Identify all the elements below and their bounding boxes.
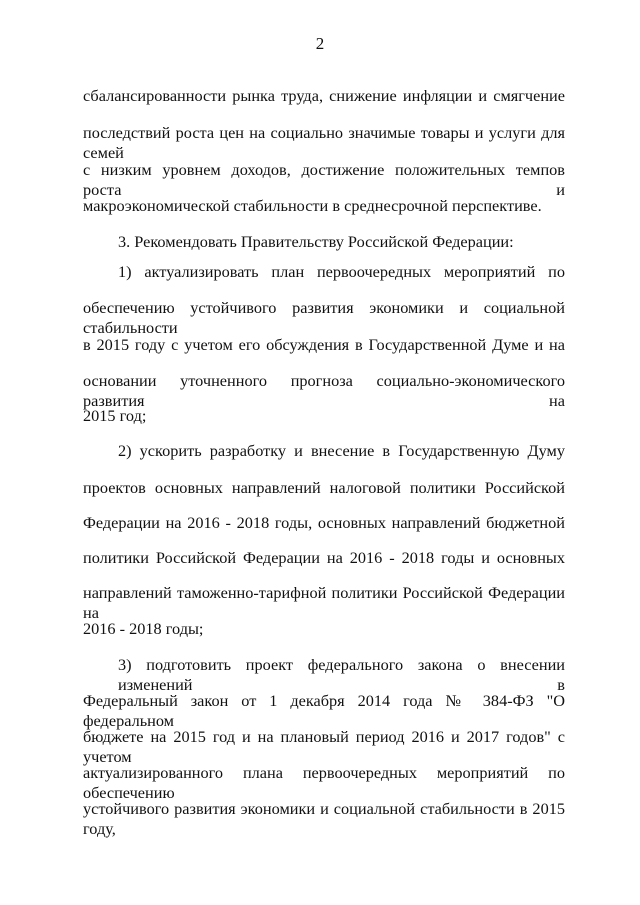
text-line: 2015 год; [83, 406, 147, 425]
text-line: 3) подготовить проект федерального закона о внесении изменений в [118, 655, 565, 694]
text-line: макроэкономической стабильности в среднесрочной перспективе. [83, 196, 542, 215]
text-line: 3. Рекомендовать Правительству Российской Федерации: [118, 232, 514, 251]
text-line: с низким уровнем доходов, достижение положительных темпов роста и [83, 160, 565, 199]
text-line: 2) ускорить разработку и внесение в Государственную Думу [118, 441, 565, 460]
text-line: Федерации на 2016 - 2018 годы, основных направлений бюджетной [83, 513, 565, 532]
text-line: последствий роста цен на социально значимые товары и услуги для семей [83, 123, 565, 162]
text-line: проектов основных направлений налоговой политики Российской [83, 478, 565, 497]
text-line: основании уточненного прогноза социально-экономического развития на [83, 371, 565, 410]
text-line: в 2015 году с учетом его обсуждения в Государственной Думе и на [83, 335, 565, 354]
text-line: 1) актуализировать план первоочередных мероприятий по [118, 262, 565, 281]
text-line: 2016 - 2018 годы; [83, 619, 204, 638]
text-line: актуализированного плана первоочередных мероприятий по обеспечению [83, 763, 565, 802]
text-line: направлений таможенно-тарифной политики Российской Федерации на [83, 583, 565, 622]
text-line: устойчивого развития экономики и социальной стабильности в 2015 году, [83, 799, 565, 838]
text-line: обеспечению устойчивого развития экономики и социальной стабильности [83, 298, 565, 337]
text-line: сбалансированности рынка труда, снижение инфляции и смягчение [83, 86, 565, 105]
text-line: бюджете на 2015 год и на плановый период 2016 и 2017 годов" с учетом [83, 727, 565, 766]
page-number: 2 [315, 34, 325, 53]
text-line: политики Российской Федерации на 2016 - 2018 годы и основных [83, 548, 565, 567]
text-line: Федеральный закон от 1 декабря 2014 года № 384-ФЗ "О федеральном [83, 691, 565, 730]
